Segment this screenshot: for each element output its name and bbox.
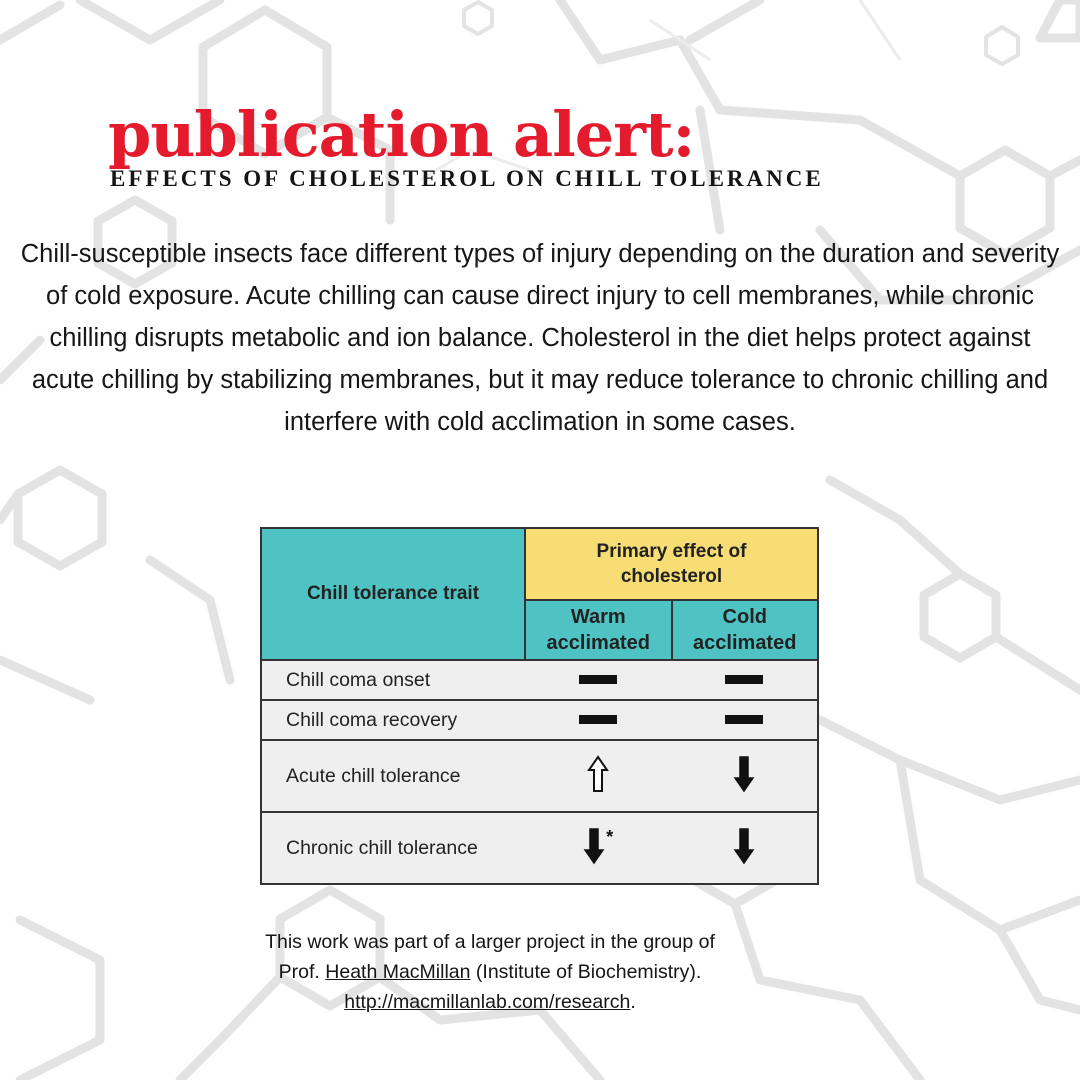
- table-row: [261, 660, 818, 700]
- effect-header-line1: Primary effect of: [596, 541, 747, 562]
- table-row: [261, 812, 818, 884]
- footnote-asterisk: *: [606, 826, 614, 847]
- warm-effect-cell: [525, 812, 672, 884]
- trait-header-label: Chill tolerance trait: [306, 583, 480, 604]
- warm-effect-cell: [525, 660, 672, 700]
- cold-acclimated-header: [672, 600, 819, 660]
- cold-header-line2: acclimated: [693, 632, 797, 654]
- warm-effect-cell: [525, 740, 672, 812]
- footer-prof-prefix: Prof.: [278, 961, 320, 983]
- macmillan-profile-link[interactable]: Heath MacMillan: [325, 961, 471, 983]
- down-arrow-solid-icon: [583, 827, 605, 870]
- table-row: [261, 740, 818, 812]
- headline: publication alert:: [108, 98, 695, 171]
- lab-research-link[interactable]: http://macmillanlab.com/research: [344, 991, 631, 1013]
- cold-effect-cell: [672, 700, 819, 740]
- subtitle: EFFECTS OF CHOLESTEROL ON CHILL TOLERANCE: [110, 166, 824, 191]
- table-header-row: [261, 528, 818, 600]
- footer-credit: [190, 927, 790, 1017]
- effect-column-header: [525, 528, 818, 600]
- up-arrow-outline-icon: [587, 755, 609, 798]
- dash-icon: [579, 675, 617, 684]
- body-paragraph: Chill-susceptible insects face different types of injury depending on the duration and severity of cold exposure. Acute chilling can cause direct injury to cell membranes, while chronic chilling disrupts metabolic and ion balance. Cholesterol in the diet helps protect against acute chilling by stabilizing membranes, but it may reduce tolerance to chronic chilling and interfere with cold acclimation in some cases.: [20, 240, 1060, 436]
- trait-column-header: [261, 528, 525, 660]
- table-body: [261, 660, 818, 884]
- trait-name-cell: Acute chill tolerance: [261, 740, 525, 812]
- dash-icon: [725, 675, 763, 684]
- warm-header-line1: Warm: [570, 606, 626, 628]
- cold-header-line1: Cold: [722, 606, 767, 628]
- footer-institute: (Institute of Biochemistry).: [475, 961, 702, 983]
- cold-effect-cell: [672, 660, 819, 700]
- trait-name-cell: Chill coma onset: [261, 660, 525, 700]
- table-row: [261, 700, 818, 740]
- warm-acclimated-header: [525, 600, 672, 660]
- warm-header-line2: acclimated: [546, 632, 650, 654]
- down-arrow-solid-icon: [733, 827, 755, 870]
- effect-header-line2: cholesterol: [620, 566, 723, 587]
- down-arrow-solid-icon: [733, 755, 755, 798]
- footer-line1: This work was part of a larger project in the group of: [265, 931, 715, 953]
- footer-period: .: [630, 991, 636, 1013]
- cold-effect-cell: [672, 812, 819, 884]
- dash-icon: [725, 715, 763, 724]
- dash-icon: [579, 715, 617, 724]
- cholesterol-effects-table: [260, 527, 819, 885]
- trait-name-cell: Chronic chill tolerance: [261, 812, 525, 884]
- cold-effect-cell: [672, 740, 819, 812]
- warm-effect-cell: [525, 700, 672, 740]
- trait-name-cell: Chill coma recovery: [261, 700, 525, 740]
